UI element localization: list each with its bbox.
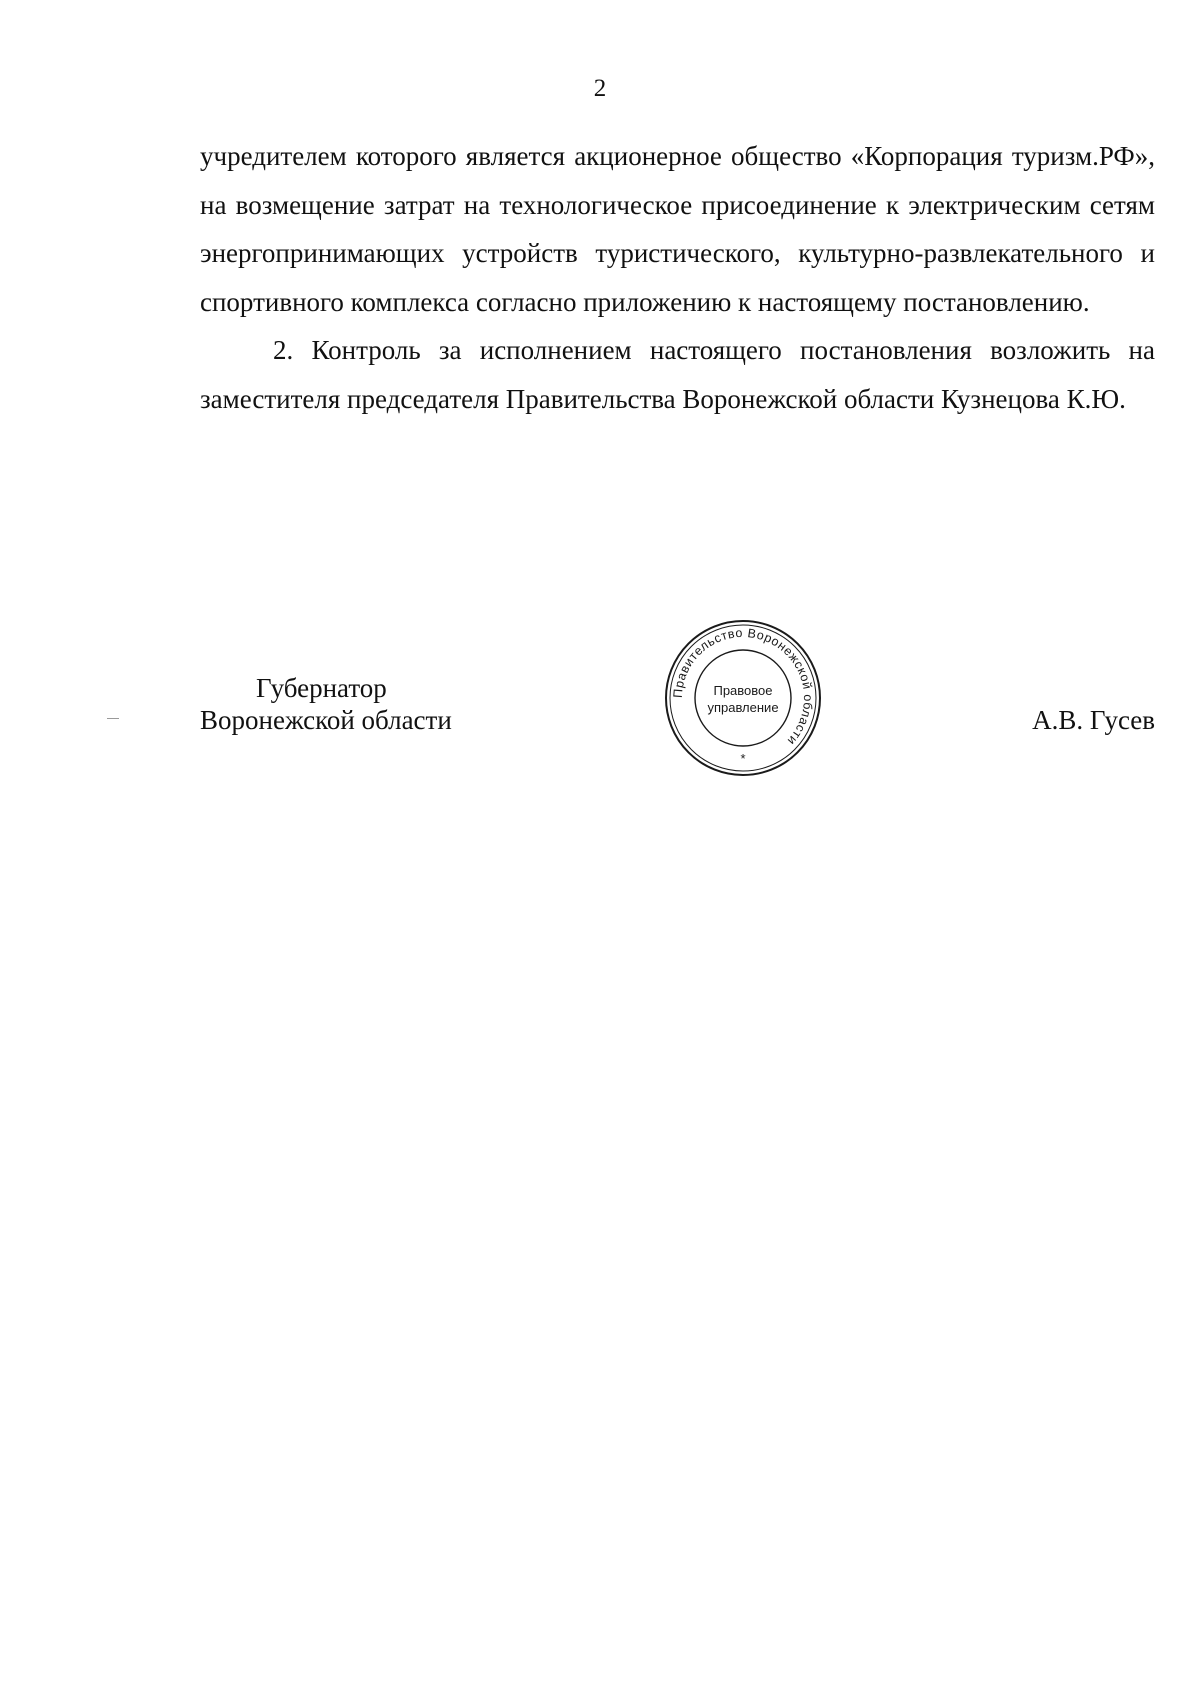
margin-mark xyxy=(107,718,119,719)
seal-ring-text: Правительство Воронежской области xyxy=(670,625,816,749)
document-body xyxy=(200,132,1155,423)
seal-outer-ring-inner xyxy=(670,625,816,771)
signatory-region: Воронежской области xyxy=(200,705,452,735)
seal-star-mark: * xyxy=(740,751,746,766)
signature-block xyxy=(200,672,452,736)
signatory-name: А.В. Гусев xyxy=(1032,705,1155,735)
official-seal xyxy=(663,618,823,778)
seal-inner-ring xyxy=(695,650,791,746)
paragraph-continuation: учредителем которого является акционерное общество «Корпорация туризм.РФ», на возмещение затрат на технологическое присоединение к электрическим сетям энергопринимающих устройств туристического, культурно-развлекательного и спортивного комплекса согласно приложению к настоящему постановлению. xyxy=(200,141,1155,317)
seal-center-line2: управление xyxy=(707,700,779,715)
paragraph-control-clause: 2. Контроль за исполнением настоящего постановления возложить на заместителя председателя Правительства Воронежской области Кузнецова К.Ю. xyxy=(200,335,1155,414)
seal-center-line1: Правовое xyxy=(713,683,773,698)
signatory-title: Губернатор xyxy=(256,673,387,703)
page-number: 2 xyxy=(593,75,607,102)
